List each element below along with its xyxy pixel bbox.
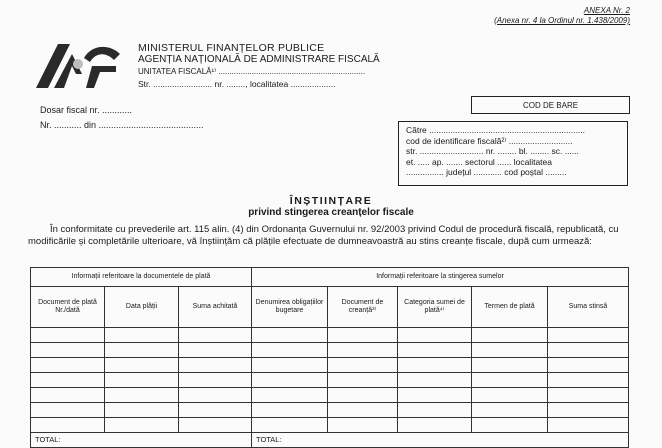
- agency-name: AGENȚIA NAȚIONALĂ DE ADMINISTRARE FISCALĂ: [138, 54, 380, 65]
- table-cell[interactable]: [179, 373, 252, 388]
- table-cell[interactable]: [179, 328, 252, 343]
- recipient-line: cod de identificare fiscală²⁾ ...........................: [406, 135, 573, 146]
- group-payment-docs: Informații referitoare la documentele de plată: [31, 268, 252, 287]
- dosar-block: [40, 103, 204, 133]
- table-cell[interactable]: [472, 373, 548, 388]
- table-row: [31, 358, 629, 373]
- table-cell[interactable]: [252, 343, 328, 358]
- table-cell[interactable]: [105, 358, 179, 373]
- table-group-header: [31, 268, 629, 287]
- table-cell[interactable]: [328, 358, 398, 373]
- table-row: [31, 403, 629, 418]
- table-cell[interactable]: [548, 358, 629, 373]
- group-debt-settlement: Informații referitoare la stingerea sumelor: [252, 268, 629, 287]
- table-cell[interactable]: [179, 403, 252, 418]
- table-cell[interactable]: [252, 328, 328, 343]
- column-header: Denumirea obligațiilor bugetare: [252, 287, 328, 328]
- recipient-line: ................ județul ............ cod poștal .........: [406, 167, 567, 177]
- payments-table: [30, 267, 629, 448]
- table-cell[interactable]: [328, 403, 398, 418]
- table-row: [31, 388, 629, 403]
- table-cell[interactable]: [31, 358, 105, 373]
- table-cell[interactable]: [31, 373, 105, 388]
- table-cell[interactable]: [328, 388, 398, 403]
- annex-number: ANEXA Nr. 2: [583, 6, 630, 15]
- column-header: Data plății: [105, 287, 179, 328]
- total-left-label: TOTAL:: [31, 433, 252, 448]
- table-cell[interactable]: [252, 403, 328, 418]
- ministry-header: [138, 42, 380, 90]
- table-cell[interactable]: [105, 328, 179, 343]
- table-cell[interactable]: [328, 373, 398, 388]
- recipient-line: str. ........................... nr. ........ bl. ........ sc. ......: [406, 146, 579, 156]
- table-cell[interactable]: [398, 328, 472, 343]
- table-cell[interactable]: [472, 388, 548, 403]
- recipient-line: et. ..... ap. ....... sectorul ...... localitatea: [406, 156, 552, 167]
- table-cell[interactable]: [31, 328, 105, 343]
- table-cell[interactable]: [105, 388, 179, 403]
- recipient-line: Către ..................................................................: [406, 125, 586, 135]
- table-cell[interactable]: [548, 343, 629, 358]
- table-cell[interactable]: [398, 373, 472, 388]
- table-row: [31, 343, 629, 358]
- column-header: Suma achitată: [179, 287, 252, 328]
- ministry-name: MINISTERUL FINANȚELOR PUBLICE: [138, 42, 325, 54]
- document-title: ÎNȘTIINȚARE: [289, 195, 373, 207]
- dosar-fiscal: Dosar fiscal nr. ............: [40, 105, 133, 115]
- fiscal-unit: UNITATEA FISCALĂ¹⁾ ..................................................................: [138, 67, 366, 76]
- table-cell[interactable]: [252, 358, 328, 373]
- barcode-label: COD DE BARE: [522, 100, 579, 110]
- table-cell[interactable]: [472, 328, 548, 343]
- table-column-header: [31, 287, 629, 328]
- recipient-box: [398, 121, 628, 186]
- table-cell[interactable]: [31, 343, 105, 358]
- table-cell[interactable]: [398, 388, 472, 403]
- table-cell[interactable]: [105, 343, 179, 358]
- table-cell[interactable]: [398, 343, 472, 358]
- column-header: Termen de plată: [472, 287, 548, 328]
- table-cell[interactable]: [548, 388, 629, 403]
- table-cell[interactable]: [328, 343, 398, 358]
- table-cell[interactable]: [472, 403, 548, 418]
- annex-reference: [494, 6, 630, 26]
- column-header: Categoria sumei de plată⁴⁾: [398, 287, 472, 328]
- table-row: [31, 328, 629, 343]
- table-cell[interactable]: [398, 403, 472, 418]
- table-row: [31, 373, 629, 388]
- table-cell[interactable]: [252, 388, 328, 403]
- dosar-number-date: Nr. ........... din ..........................................: [40, 120, 204, 130]
- table-cell[interactable]: [472, 343, 548, 358]
- unit-address: Str. ......................... nr. ........, localitatea ...................: [138, 79, 336, 89]
- column-header: Document de creanță³⁾: [328, 287, 398, 328]
- table-cell[interactable]: [179, 388, 252, 403]
- table-total-row: [31, 433, 629, 448]
- table-cell[interactable]: [31, 388, 105, 403]
- intro-paragraph: În conformitate cu prevederile art. 115 alin. (4) din Ordonanța Guvernului nr. 92/2003 privind Codul de procedură fiscală, republicată, cu modificările și completările ulterioare, vă înștiințăm că plățile efectuate de dumneavoastră au stins creanțe fiscale, după cum urmează:: [28, 224, 619, 247]
- table-cell[interactable]: [548, 373, 629, 388]
- column-header: Suma stinsă: [548, 287, 629, 328]
- document-subtitle: privind stingerea creanțelor fiscale: [248, 207, 414, 218]
- table-cell[interactable]: [472, 358, 548, 373]
- barcode-box: [471, 96, 630, 114]
- table-cell[interactable]: [548, 403, 629, 418]
- table-cell[interactable]: [105, 373, 179, 388]
- table-cell[interactable]: [548, 328, 629, 343]
- column-header: Document de plată Nr./dată: [31, 287, 105, 328]
- table-cell[interactable]: [252, 373, 328, 388]
- total-right-label: TOTAL:: [252, 433, 629, 448]
- table-cell[interactable]: [105, 403, 179, 418]
- table-cell[interactable]: [179, 343, 252, 358]
- table-cell[interactable]: [328, 328, 398, 343]
- table-cell[interactable]: [179, 358, 252, 373]
- table-cell[interactable]: [398, 358, 472, 373]
- anaf-logo-icon: [32, 40, 128, 90]
- annex-order: (Anexa nr. 4 la Ordinul nr. 1.438/2009): [494, 16, 630, 25]
- table-cell[interactable]: [31, 403, 105, 418]
